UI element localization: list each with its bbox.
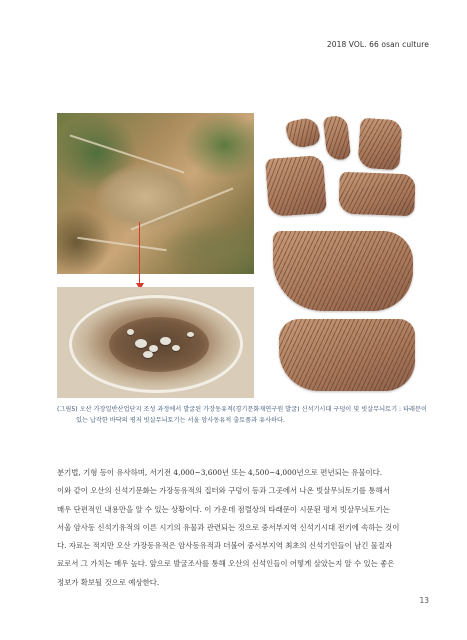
body-line: 정보가 확보될 것으로 예상한다. [57, 577, 160, 587]
running-header: 2018 VOL. 66 osan culture [326, 40, 429, 49]
caption-line-2: 있는 납작한 바닥의 평저 빗살무늬토기는 서울 암사동유적 출토품과 유사하다. [76, 417, 285, 424]
body-line: 료로서 그 가치는 매우 높다. 앞으로 발굴조사를 통해 오산의 신석인들이 어떻게 살았는지 알 수 있는 좋은 [57, 559, 395, 569]
body-line: 서울 암사동 신석기유적의 이른 시기의 유물과 관련되는 것으로 중서부지역 신석기시대 전기에 속하는 것이 [57, 522, 400, 532]
caption-label: (그림5) [57, 406, 78, 413]
body-line: 이와 같이 오산의 신석기문화는 가장동유적의 집터와 구덩이 등과 그곳에서 나온 빗살무늬토기를 통해서 [57, 486, 390, 496]
body-line: 다. 자료는 적지만 오산 가장동유적은 암사동유적과 더불어 중서부지역 최초의 신석기인들이 남긴 물질자 [57, 541, 393, 551]
caption-line-1: 오산 가장일반산업단지 조성 과정에서 발굴된 가장동유적(경기문화재연구원 발굴) 신석기시대 구덩이 및 빗살무늬토기 : 타래문이 [79, 406, 427, 413]
aerial-photo [57, 113, 254, 274]
figure-caption [57, 404, 429, 426]
body-line: 매우 단편적인 내용만을 알 수 있는 상황이다. 이 가운데 점렬상의 타래문이 시문된 평저 빗살무늬토기는 [57, 504, 390, 514]
body-text [57, 464, 429, 592]
pottery-sherds-photo [263, 113, 423, 398]
red-arrow-icon [139, 222, 140, 284]
excavation-site-photo [57, 287, 254, 398]
body-line: 분기법, 기형 등이 유사하며, 서기전 4,000~3,600년 또는 4,500~4,000년으로 편년되는 유물이다. [57, 468, 383, 477]
page-number: 13 [419, 596, 429, 605]
